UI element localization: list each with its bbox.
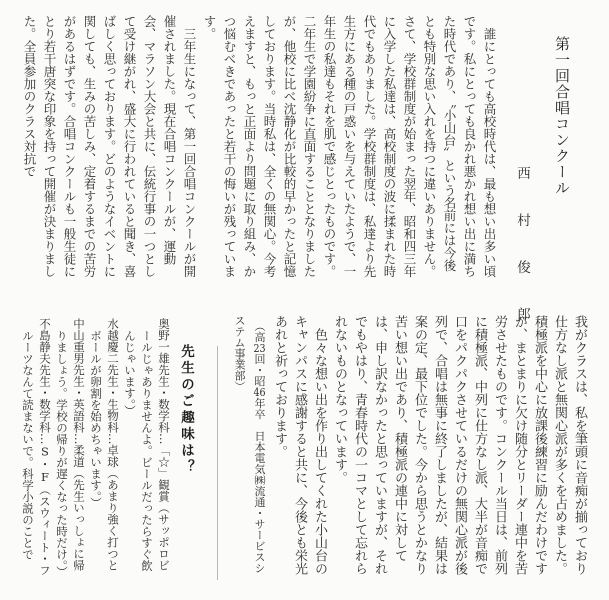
attribution-text: 回・昭	[253, 353, 266, 387]
essay-paragraph-3: 我がクラスは、私を筆頭に音痴が揃っており仕方なし派と無関心派が多くを占めました。積極派を中心に放課後練習に励んだわけですが、まとまりに欠け随分とリーダー連中を苦労させたものです。コンクール当日は、前列に積極派、中列に仕方なし派、大半が音痴で口をパクパクさせているだけの無関心派が後列で、合唱は無事に終了しましたが、結果は案の定、最下位でした。今から思うとかなり苦い想い出であり、積極派の連中に対しては、申し訳なかったと思っていますが、それでもやはり、青春時代の一コマとして忘れられないものとなっています。	[332, 315, 587, 575]
attribution-text: 年卒 日本電気㈱流通・サービスシステム事業部）	[233, 315, 266, 574]
hobby-entry-sf-initials: S・F	[38, 444, 52, 484]
hobby-section-heading: 先生のご趣味は？	[178, 344, 194, 476]
grad-year-number: 46	[253, 386, 266, 398]
hobby-entry-mizukoshi: 水越慶二先生・生物科…卓球（あまり強く打つとボールが卵割を始めちゃいます。）	[89, 318, 120, 571]
essay-paragraph-4: 色々な想い出を作り出してくれた小山台のキャンパスに感謝すると共に、今後とも栄光あれと祈っております。	[272, 315, 327, 575]
author-name: 西 村 俊 郎	[514, 166, 530, 331]
essay-paragraph-2: 三年生になって、第一回合唱コンクールが開催されました。現在合唱コンクールが、運動会、マラソン大会と共に、伝統行事の一つとして受け継がれ、盛大に行われていると聞き、喜ばしく思っております。どのようなイベントに関しても、生みの苦しみ、定着するまでの苦労があるはずです。合唱コンクールも一般生徒にとり若干唐突な印象を持って開催が決まりました。全員参加のクラス対抗で	[22, 15, 197, 278]
class-year-number: 23	[253, 342, 266, 354]
hobby-entry-text: 不島静夫先生・数学科…	[38, 318, 52, 445]
essay-body-bottom	[227, 315, 589, 577]
hobby-entry-text: （スウィート・フルーツなんて読まないで。科学小説のことで	[21, 329, 52, 576]
hobby-entry-okuno: 奥野一雄先生・数学科…「☆」観賞（サッポロビールじゃありませんよ。ビールだったらすぐ飲んじゃいます。）	[123, 318, 171, 571]
hobby-entry-fushima	[19, 318, 53, 576]
page-title: 第一回合唱コンクール	[553, 36, 571, 196]
essay-body-top	[17, 15, 499, 279]
attribution-text: （高	[253, 315, 266, 343]
section-divider-line	[217, 346, 218, 580]
author-attribution	[229, 315, 269, 577]
essay-paragraph-1: 誰にとっても高校時代は、最も想い出多い頃です。私にとっても良かれ悪かれ想い出に満ちた時代であり、〝小山台〟という名前には今後とも特別な思い入れを持つに違いありません。さて、学校群制度が始まった翌年、昭和四三年に入学した私達は、高校制度の波に揉まれた時代でもありました。学校群制度は、私達より先生方にある種の戸惑いを与えていたようで、一年生の私達もそれを肌で感じとったものです。二年生で学園紛争に直面することとなりましたが、他校に比べ沈静化が比較的早かったと記憶しております。当時私は、全くの無関心。今考えますと、もっと正面より問題に取り組み、かつ悩むべきであったと若干の悔いが残っています。	[202, 15, 497, 278]
hobby-entry-nakayama: 中山重男先生・英語科…柔道（先生いっしょに帰りましょう。学校の帰りが遅くなった時だけ。）	[55, 318, 86, 577]
hobby-section-entries	[2, 318, 172, 576]
